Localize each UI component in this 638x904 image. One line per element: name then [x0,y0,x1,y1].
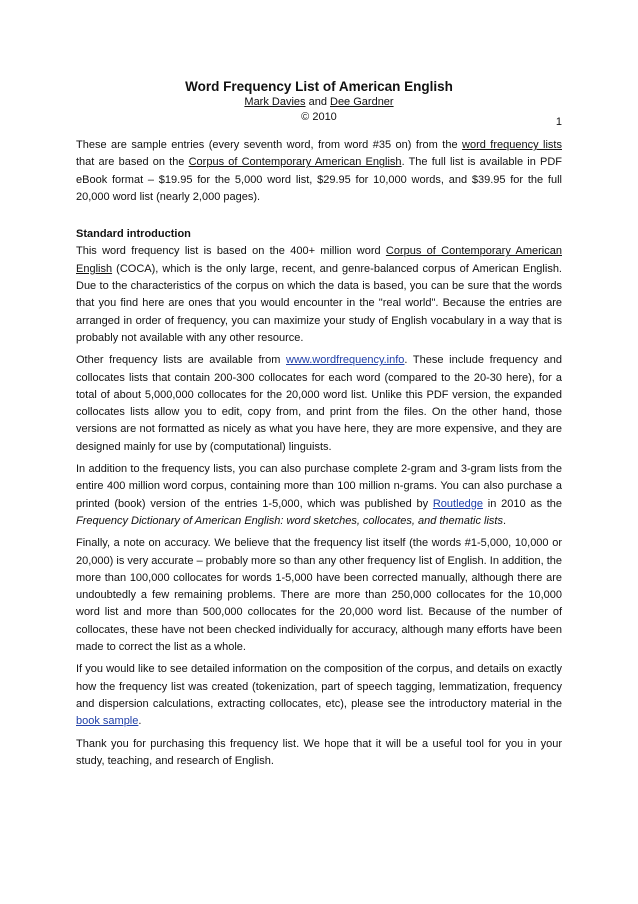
book-sample-link[interactable]: book sample [76,715,139,728]
book-title: Frequency Dictionary of American English: word sketches, collocates, and thematic lists [76,514,503,527]
coca-link-2[interactable]: Corpus of Contemporary American English [76,245,562,275]
p5-text-1: If you would like to see detailed information on the composition of the corpus, and details on exactly how the frequency list was created (tokenization, part of speech tagging, lemmatization, frequency and dispersion calculations, extracting collocates, etc), please see the introductory material in the [76,663,562,710]
author-link-dee-gardner[interactable]: Dee Gardner [330,96,394,108]
word-frequency-lists-link[interactable]: word frequency lists [462,139,562,151]
wordfrequency-link[interactable]: www.wordfrequency.info [286,354,405,367]
intro-paragraph [76,137,562,206]
page-number: 1 [555,116,562,128]
intro-text-1: These are sample entries (every seventh word, from word #35 on) from the [76,139,463,151]
author-link-mark-davies[interactable]: Mark Davies [244,96,306,108]
p5-text-2: . [138,715,142,728]
p1-text-2: (COCA), which is the only large, recent, and genre-balanced corpus of American English. Due to the characteristics of the corpus on which the data is based, you can be sure that the words that you find here are ones that you would encounter in the "real world". Because the entries are arranged in order of frequency, you can maximize your study of English vocabulary in a way that is probably not available with any other resource. [76,262,562,344]
intro-text-2: that are based on the [76,156,189,169]
p2-text-2: . These include frequency and collocates lists that contain 200-300 collocates for each word (compared to the 20-30 here), for a total of about 5,000,000 collocates for the 20,000 word list. Unlike this PDF version, the expanded collocates lists allow you to edit, copy from, and print from the files. On the other hand, those versions are not formatted as nicely as what you have here, they are more expensive, and they are designed mainly for use by (computational) linguists. [76,354,562,453]
p2-text-1: Other frequency lists are available from [76,354,287,367]
p3-text-3: . [502,514,507,527]
paragraph-corpus [76,243,562,347]
p3-text-1: In addition to the frequency lists, you can also purchase complete 2-gram and 3-gram lists from the entire 400 million word corpus, containing more than 100 million n-grams. You can also purchase a printed (book) version of the entries 1-5,000, which was published by [76,463,562,510]
paragraph-details [76,661,562,730]
document-header [76,78,562,125]
coca-link[interactable]: Corpus of Contemporary American English [188,156,402,169]
routledge-link[interactable]: Routledge [432,497,484,510]
section-heading: Standard introduction [76,228,191,241]
paragraph-ngrams [76,461,562,530]
intro-text-3: . The full list is available in PDF eBook format – $19.95 for the 5,000 word list, $29.95 for 10,000 words, and $39.95 for the full 20,000 word list (nearly 2,000 pages). [76,156,563,203]
paragraph-accuracy: Finally, a note on accuracy. We believe that the frequency list itself (the words #1-5,000, 10,000 or 20,000) is very accurate – probably more so than any other frequency list of English. In addition, the more than 100,000 collocates for words 1-5,000 have been corrected manually, although there are undoubtedly a few remaining problems. There are more than 250,000 collocates for the 10,000 word list and more than 500,000 collocates for the 20,000 word list. Because of the number of collocates, these have not been checked individually for accuracy, although many efforts have been made to correct the list as a whole. [76,537,562,654]
author-line [76,95,562,110]
document-page [0,78,638,904]
author-conjunction: and [305,96,330,108]
paragraph-thanks: Thank you for purchasing this frequency list. We hope that it will be a useful tool for you in your study, teaching, and research of English. [76,737,562,767]
p3-text-2: in 2010 as the [483,497,562,510]
document-title: Word Frequency List of American English [185,79,453,94]
copyright-line: © 2010 [301,111,337,123]
paragraph-other-lists [76,352,562,456]
p1-text-1: This word frequency list is based on the 400+ million word [76,245,386,258]
